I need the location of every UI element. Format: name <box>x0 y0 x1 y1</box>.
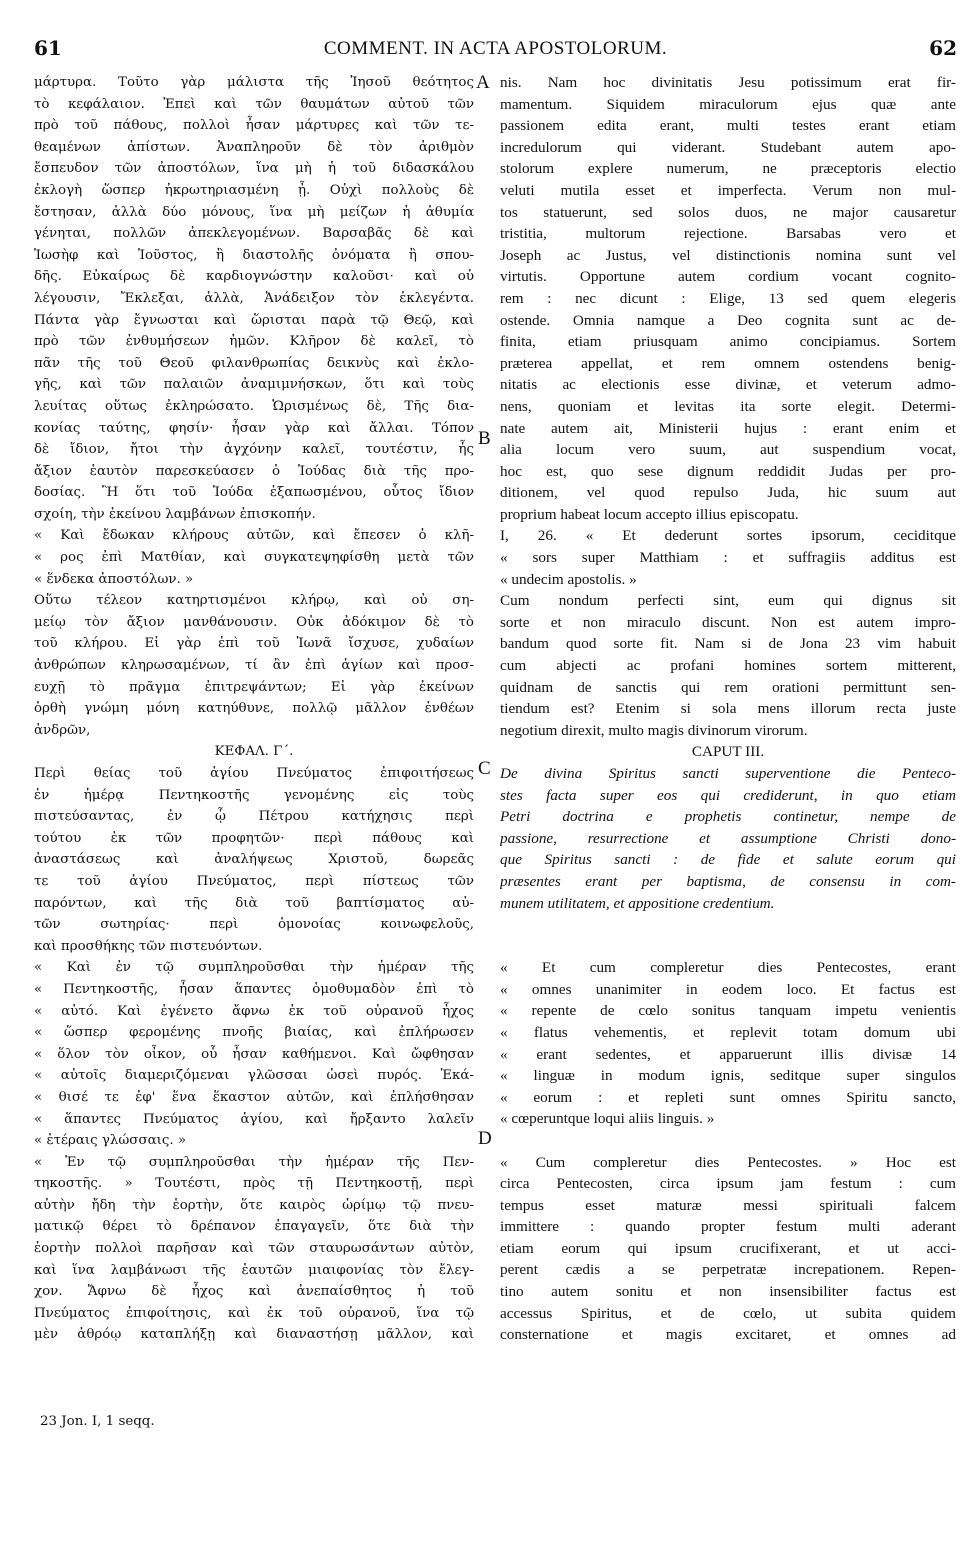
latin-line: Cum nondum perfecti sint, eum qui dignus sit <box>500 592 956 610</box>
greek-line: ἔστησαν, ἀλλὰ δύο μόνους, ἵνα μὴ μείζων ἡ ἀθυμία <box>34 204 474 220</box>
latin-line: nis. Nam hoc divinitatis Jesu potissimum erat fir- <box>500 74 956 91</box>
greek-line: « Ἐν τῷ συμπληροῦσθαι τὴν ἡμέραν τῆς Πεν- <box>34 1154 474 1170</box>
greek-line: « αὐτό. Καὶ ἐγένετο ἄφνω ἐκ τοῦ οὐρανοῦ ἦχος <box>34 1003 474 1019</box>
latin-line: sorte et non miraculo discunt. Non est autem impro- <box>500 613 956 631</box>
greek-line: « Καὶ ἔδωκαν κλήρους αὐτῶν, καὶ ἔπεσεν ὁ κλῆ- <box>34 528 474 544</box>
latin-line: « undecim apostolis. » <box>500 570 637 588</box>
running-title: COMMENT. IN ACTA APOSTOLORUM. <box>323 38 668 59</box>
latin-line: « repente de cœlo sonitus tanquam impetu venientis <box>500 1002 956 1020</box>
greek-line: ἀναστάσεως καὶ ἀναλήψεως Χριστοῦ, δωρεᾶς <box>34 852 474 868</box>
greek-line: « ὅλον τὸν οἶκον, οὗ ἦσαν καθήμενοι. Καὶ ὤφθησαν <box>34 1046 474 1062</box>
latin-line: « cœperuntque loqui aliis linguis. » <box>500 1110 715 1128</box>
greek-line: τῶν σωτηρίας· περὶ ὁμονοίας κοινωφελοῦς, <box>34 917 474 933</box>
greek-line: « Καὶ ἐν τῷ συμπληροῦσθαι τὴν ἡμέραν τῆς <box>34 960 474 976</box>
greek-line: Περὶ θείας τοῦ ἁγίου Πνεύματος ἐπιφοιτήσεως <box>34 766 474 781</box>
latin-summary-line: stes facta super eos qui crediderunt, in quo etiam <box>500 786 956 804</box>
latin-line: perent cædis a se perpetratæ increpationem. Repen- <box>500 1261 956 1279</box>
latin-line: tristitia, multorum rejectione. Barsabas vero et <box>500 225 956 243</box>
latin-line: « sors super Matthiam : et suffragiis additus est <box>500 549 956 567</box>
latin-line: veluti mutila esset et imperfecta. Verum non mul- <box>500 181 956 199</box>
latin-chapter-heading: CAPUT III. <box>691 743 765 761</box>
greek-line: τούτου ἐκ τῶν προφητῶν· περὶ πάθους καὶ <box>34 830 474 846</box>
latin-line: finita, etiam priusquam animo concipiamus. Sortem <box>500 333 956 351</box>
latin-line: præterea appellat, et rem omnem ostendens benig- <box>500 354 956 372</box>
greek-line: « ἑτέραις γλώσσαις. » <box>34 1133 187 1149</box>
page-header <box>34 36 957 66</box>
greek-line: πρὸ τοῦ πάθους, πολλοὶ ἦσαν μάρτυρες καὶ τῶν τε- <box>34 118 474 134</box>
latin-summary-line: præsentes erant per baptisma, de consensu in com- <box>500 872 956 890</box>
greek-line: « ὥσπερ φερομένης πνοῆς βιαίας, καὶ ἐπλήρωσεν <box>34 1025 474 1041</box>
greek-line: τοῦ κλήρου. Εἰ γὰρ ἐπὶ τοῦ Ἰωνᾶ ἴσχυσε, χυδαίων <box>34 636 474 652</box>
greek-line: ἑορτὴν πολλοὶ παρῆσαν καὶ τῶν σταυρωσάντων αὐτὸν, <box>34 1241 474 1257</box>
greek-line: Ἰωσὴφ καὶ Ἰοῦστος, ἢ διαστολῆς ὀνόματα ἢ σπου- <box>34 247 474 263</box>
greek-line: παρόντων, καὶ τῆς διὰ τοῦ βαπτίσματος αὐ- <box>34 895 474 911</box>
greek-line: θεαμένων ἀπίστων. Ἀναπληροῦν δὲ τὸν ἀριθμὸν <box>34 139 474 155</box>
greek-line: ἐν ἡμέρᾳ Πεντηκοστῆς γενομένης εἰς τοὺς <box>34 787 474 803</box>
latin-line: accessus Spiritus, et de cœlo, ut subita quidem <box>500 1304 956 1322</box>
latin-line: tempus esset maturæ messi spirituali falcem <box>500 1196 956 1214</box>
greek-line: « Πεντηκοστῆς, ἦσαν ἅπαντες ὁμοθυμαδὸν ἐπὶ τὸ <box>34 981 474 997</box>
latin-line: hoc est, quo sese dignum reddidit Judas per pro- <box>500 462 956 480</box>
margin-letter-a: A <box>476 72 490 93</box>
latin-line: « omnes unanimiter in eodem loco. Et factus est <box>500 980 956 998</box>
latin-line: mamentum. Siquidem miraculorum ejus quæ ante <box>500 95 956 113</box>
latin-line: tos statuerunt, sed solos duos, ne major causaretur <box>500 203 956 221</box>
latin-line: rem : nec dicunt : Elige, 13 sed quem elegeris <box>500 289 956 307</box>
greek-line: ευχῇ τὸ πρᾶγμα ἐπιτρεψάντων; Εἰ γὰρ ἐκείνων <box>34 679 474 695</box>
greek-line: μείῳ τὸν ἄξιον μανθάνουσιν. Οὐκ ἀδόκιμον δὲ τὸ <box>34 614 474 630</box>
latin-line: alia locum vero suum, aut suspendium vocat, <box>500 441 956 459</box>
latin-line: etiam eorum qui ipsum crucifixerant, et ut acci- <box>500 1239 956 1257</box>
greek-line: τηκοστῆς. » Τουτέστι, πρὸς τῇ Πεντηκοστῇ, περὶ <box>34 1176 474 1192</box>
greek-line: τε τοῦ ἁγίου Πνεύματος, περὶ πίστεως τῶν <box>34 873 474 889</box>
margin-letter-b: B <box>478 428 491 449</box>
latin-line: « flatus vehementis, et replevit totam domum ubi <box>500 1023 956 1041</box>
greek-line: σχοίη, τὴν ἐκείνου λαμβάνων ἐπισκοπήν. <box>34 506 316 522</box>
greek-line: πιστεύσαντας, ἐν ᾧ Πέτρου κατήχησις περὶ <box>34 809 474 825</box>
latin-summary-line: que Spiritus sancti : de fide et salute eorum qui <box>500 851 956 869</box>
latin-line: I, 26. « Et dederunt sortes ipsorum, ceciditque <box>500 527 956 545</box>
margin-letter-c: C <box>478 758 491 779</box>
greek-line: δὲ ἴδιον, ἤτοι τὴν ἀγχόνην καλεῖ, τουτέστιν, ἧς <box>34 442 474 458</box>
page-number-right: 62 <box>929 36 957 60</box>
greek-line: ἀνδρῶν, <box>34 722 91 738</box>
latin-line: tiendum est? Etenim si sola mens illorum recta juste <box>500 700 956 718</box>
greek-line: μάρτυρα. Τοῦτο γὰρ μάλιστα τῆς Ἰησοῦ θεότητος <box>34 75 474 90</box>
greek-line: χον. Ἄφνω δὲ ἦχος καὶ ἀνεπαίσθητος ἡ τοῦ <box>34 1284 474 1300</box>
latin-line: virtutis. Opportune autem cordium vocant cognito- <box>500 268 956 286</box>
latin-line: bandum quod sorte fit. Nam si de Jona 23 vim habuit <box>500 635 956 653</box>
latin-line: « erant sedentes, et apparuerunt illis divisæ 14 <box>500 1045 956 1063</box>
spacer <box>500 1130 956 1152</box>
greek-line: τὸ κεφάλαιον. Ἐπεὶ καὶ τῶν θαυμάτων αὐτοῦ τῶν <box>34 96 474 112</box>
latin-line: quidnam de sanctis qui rem orationi permittunt sen- <box>500 678 956 696</box>
greek-line: δῆς. Εὐκαίρως δὲ καρδιογνώστην καλοῦσι· καὶ οὐ <box>34 269 474 285</box>
latin-line: consternatione et magis excitaret, et omnes ad <box>500 1326 956 1344</box>
spacer <box>500 914 956 957</box>
latin-line: « eorum : et repleti sunt omnes Spiritu sancto, <box>500 1088 956 1106</box>
greek-line: καὶ προσθήκης τῶν πιστευόντων. <box>34 938 263 954</box>
latin-line: immittere : quando propter festum multi aderant <box>500 1218 956 1236</box>
latin-line: stolorum explere numerum, ne præceptoris electio <box>500 160 956 178</box>
latin-summary-line: munem utilitatem, et appositione credentium. <box>500 894 775 912</box>
greek-line: Οὕτω τέλεον κατηρτισμένοι κλήρῳ, καὶ οὐ ση- <box>34 593 474 609</box>
greek-line: « ρος ἐπὶ Ματθίαν, καὶ συγκατεψηφίσθη μετὰ τῶν <box>34 550 474 566</box>
latin-line: nate autem ait, Ministerii hujus : erant enim et <box>500 419 956 437</box>
greek-line: καὶ ἵνα λαμβάνωσι τῆς ἑαυτῶν μιαιφονίας τὸν ἔλεγ- <box>34 1262 474 1278</box>
greek-line: κονίας ταύτης, φησίν· ἦσαν γὰρ καὶ ἄλλαι. Τόπον <box>34 420 474 436</box>
page-number-left: 61 <box>34 36 62 60</box>
greek-line: « θισέ τε ἐφ' ἕνα ἕκαστον αὐτῶν, καὶ ἐπλήσθησαν <box>34 1089 474 1105</box>
greek-line: ἄξιον ἑαυτὸν παρεσκεύασεν ὁ Ἰούδας διὰ τῆς προ- <box>34 463 474 479</box>
greek-line: λέγουσιν, Ἔκλεξαι, ἀλλὰ, Ἀνάδειξον τὸν ἐκλεγέντα. <box>34 290 474 306</box>
greek-line: « αὐτοῖς διαμεριζόμεναι γλῶσσαι ὡσεὶ πυρός. Ἐκά- <box>34 1068 474 1084</box>
greek-line: αὐτὴν ἤδη τὴν ἑορτὴν, ὅτε καιρὸς ὡρίμῳ τῷ πνευ- <box>34 1197 474 1213</box>
latin-column <box>500 72 956 1346</box>
greek-line: ἐκλογὴ ὥσπερ ἠκρωτηριασμένη ᾖ. Οὐχὶ πολλοὺς δὲ <box>34 182 474 198</box>
latin-line: cum abjecti ac profani homines sortem mitterent, <box>500 657 956 675</box>
latin-line: proprium habeat locum accepto illius episcopatu. <box>500 505 799 523</box>
margin-letter-d: D <box>478 1128 492 1149</box>
latin-line: « linguæ in modum ignis, seditque super singulos <box>500 1067 956 1085</box>
latin-line: « Cum compleretur dies Pentecostes. » Hoc est <box>500 1153 956 1171</box>
latin-line: « Et cum compleretur dies Pentecostes, erant <box>500 959 956 977</box>
greek-line: δοσίας. Ἢ ὅτι τοῦ Ἰούδα ἐξαπωσμένου, οὗτος ἴδιον <box>34 485 474 501</box>
latin-line: Joseph ac Justus, vel distinctionis nomina sunt vel <box>500 246 956 264</box>
greek-line: « ἕνδεκα ἀποστόλων. » <box>34 571 194 587</box>
latin-line: incredulorum qui viderant. Studebant autem apo- <box>500 138 956 156</box>
greek-line: ματικῷ θέρει τὸ δρέπανον ἐπαγαγεῖν, ὅτε διὰ τὴν <box>34 1219 474 1235</box>
greek-line: ἀνθρώπων κληρωσαμένων, τί ἂν ἐπὶ ἁγίων καὶ προσ- <box>34 658 474 674</box>
latin-summary-line: De divina Spiritus sancti superventione die Penteco- <box>500 765 956 782</box>
latin-summary-line: Petri doctrina e prophetis continetur, nempe de <box>500 808 956 826</box>
latin-line: circa Pentecosten, circa ipsum jam festum : cum <box>500 1175 956 1193</box>
greek-chapter-heading: ΚΕΦΑΛ. Γ΄. <box>214 744 294 760</box>
latin-line: ostende. Omnia namque a Deo cognita sunt ac de- <box>500 311 956 329</box>
greek-line: γένηται, πολλῶν ἀπεκλεγομένων. Βαρσαβᾶς δὲ καὶ <box>34 226 474 242</box>
latin-line: nens, quoniam et levitas ita sorte elegit. Determi- <box>500 397 956 415</box>
greek-line: πρὸ τῶν ἐνθυμήσεων ἡμῶν. Κλῆρον δὲ καλεῖ, τὸ <box>34 334 474 350</box>
greek-line: πᾶν τῆς τοῦ Θεοῦ φιλανθρωπίας δεικνὺς καὶ ἐκλο- <box>34 355 474 371</box>
greek-line: γῆς, καὶ τῶν παλαιῶν ἀναμιμνήσκων, ὅτι καὶ τοὺς <box>34 377 474 393</box>
greek-column <box>34 72 474 1346</box>
latin-summary-line: passione, resurrectione et assumptione Christi dono- <box>500 829 956 847</box>
greek-line: « ἅπαντες Πνεύματος ἁγίου, καὶ ἤρξαντο λαλεῖν <box>34 1111 474 1127</box>
latin-line: negotium direxit, multo magis divinorum virorum. <box>500 721 808 739</box>
latin-line: tino autem sonitu et non insensibiliter factus est <box>500 1283 956 1301</box>
greek-line: ὀρθὴ γνώμη μόνη κατηύθυνε, πολλῷ μᾶλλον ἐνθέων <box>34 701 474 717</box>
greek-line: ἔσπευδον τῶν ἀποστόλων, ἵνα μὴ ἡ τοῦ διδασκάλου <box>34 161 474 177</box>
greek-line: Πνεύματος ἐπιφοίτησις, καὶ ἐκ τοῦ οὐρανοῦ, ἵνα τῷ <box>34 1305 474 1321</box>
greek-line: Πάντα γὰρ ἔγνωσται καὶ ὥρισται παρὰ τῷ Θεῷ, καὶ <box>34 312 474 328</box>
greek-line: μὲν ἀθρόῳ καταπλήξῃ καὶ διαναστήσῃ μᾶλλον, καὶ <box>34 1327 474 1343</box>
latin-line: ditionem, vel quod repulso Juda, hic suum aut <box>500 484 956 502</box>
latin-line: passionem edita erant, multi testes erant etiam <box>500 117 956 135</box>
greek-line: λευίτας οὕτως ἐκληρώσατο. Ὡρισμένως δὲ, Τῆς δια- <box>34 398 474 414</box>
latin-line: nitatis ac electionis esse divinæ, et veterum admo- <box>500 376 956 394</box>
footnote: 23 Jon. I, 1 seqq. <box>40 1414 155 1429</box>
